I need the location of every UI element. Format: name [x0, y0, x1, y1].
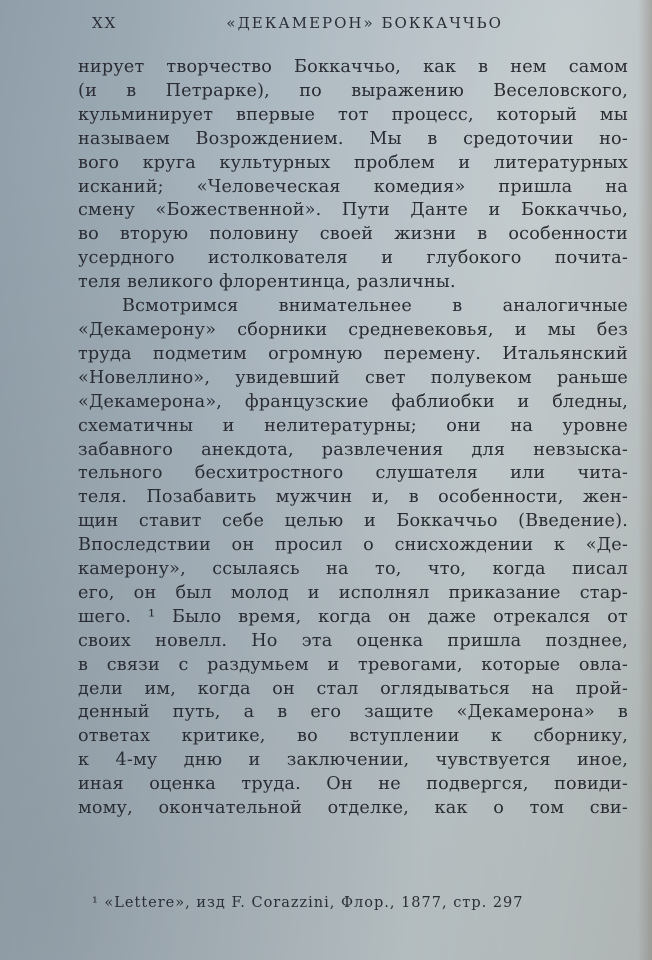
page-number: XX — [92, 14, 118, 32]
text-line: вого круга культурных проблем и литературных — [78, 152, 628, 173]
text-line: своих новелл. Но эта оценка пришла позднее, — [78, 630, 628, 651]
text-line: камерону», ссылаясь на то, что, когда писал — [78, 559, 628, 580]
footnote: ¹ «Lettere», изд F. Corazzini, Флор., 1877, стр. 297 — [92, 895, 524, 911]
text-line: в связи с раздумьем и тревогами, которые овла- — [78, 654, 628, 675]
text-line: во вторую половину своей жизни в особенности — [78, 224, 628, 245]
text-line: иная оценка труда. Он не подвергся, повиди- — [78, 774, 628, 795]
text-line: кульминирует впервые тот процесс, который мы — [78, 104, 628, 125]
text-line: «Декамерона», французские фаблиобки и бледны, — [78, 391, 628, 412]
text-line: (и в Петрарке), по выражению Веселовского, — [78, 80, 628, 101]
body-text — [78, 56, 628, 821]
text-line: труда подметим огромную перемену. Итальянский — [78, 343, 628, 364]
text-line: шего. ¹ Было время, когда он даже отрекался от — [78, 606, 628, 627]
text-line: ответах критике, во вступлении к сборнику, — [78, 726, 628, 747]
text-line: теля. Позабавить мужчин и, в особенности, жен- — [78, 487, 628, 508]
text-line: к 4-му дню и заключении, чувствуется иное, — [78, 750, 628, 771]
text-line: нирует творчество Боккаччьо, как в нем самом — [78, 57, 628, 77]
text-line: теля великого флорентинца, различны. — [78, 272, 456, 293]
text-line: его, он был молод и исполнял приказание стар- — [78, 582, 628, 603]
text-line: денный путь, а в его защите «Декамерона» в — [78, 702, 628, 723]
text-line: «Новеллино», увидевший свет полувеком раньше — [78, 367, 628, 388]
text-line: Впоследствии он просил о снисхождении к «Де- — [78, 535, 628, 556]
text-line: дели им, когда он стал оглядываться на прой- — [78, 678, 628, 699]
text-line: забавного анекдота, развлечения для невзыска- — [78, 439, 628, 460]
text-line: щин ставит себе целью и Боккаччьо (Введение). — [78, 511, 628, 532]
text-line: схематичны и нелитературны; они на уровне — [78, 415, 628, 436]
text-line: называем Возрождением. Мы в средоточии но- — [78, 128, 628, 149]
running-header — [92, 14, 592, 32]
page-edge-shadow — [638, 0, 652, 960]
text-line: тельного бесхитростного слушателя или чита- — [78, 463, 628, 484]
text-line: мому, окончательной отделке, как о том сви- — [78, 798, 628, 819]
text-line: исканий; «Человеческая комедия» пришла на — [78, 176, 628, 197]
text-line: «Декамерону» сборники средневековья, и мы без — [78, 319, 628, 340]
text-line: усердного истолкователя и глубокого почита- — [78, 248, 628, 269]
text-line: смену «Божественной». Пути Данте и Боккаччьо, — [78, 200, 628, 221]
paragraph-start-line: Всмотримся внимательнее в аналогичные — [122, 296, 628, 317]
running-title: «ДЕКАМЕРОН» БОККАЧЧЬО — [226, 14, 503, 32]
